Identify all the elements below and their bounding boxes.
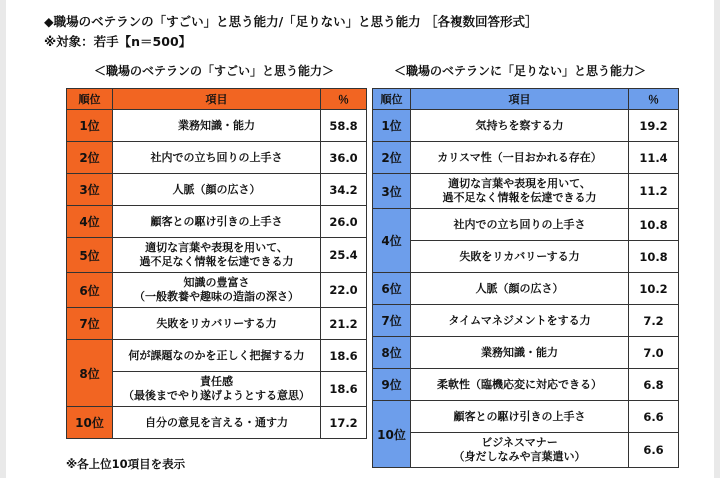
percent-cell: 18.6 [321, 372, 367, 407]
table-row [67, 206, 367, 238]
table-row [373, 433, 679, 468]
table-row [373, 369, 679, 401]
item-cell: 人脈（顔の広さ） [113, 174, 321, 206]
column-header-percent: ％ [629, 89, 679, 110]
percent-cell: 6.6 [629, 401, 679, 433]
item-cell: 責任感 （最後までやり遂げようとする意思） [113, 372, 321, 407]
table-row [373, 241, 679, 273]
document-page [6, 0, 714, 478]
item-cell: 失敗をリカバリーする力 [411, 241, 629, 273]
item-cell: 顧客との駆け引きの上手さ [411, 401, 629, 433]
footnote: ※各上位10項目を表示 [66, 457, 186, 471]
impressive-abilities-table [66, 88, 367, 439]
table-row [373, 110, 679, 142]
survey-target: ※対象：若手【n＝500】 [44, 34, 192, 49]
left-table-caption: ＜職場のベテランの「すごい」と思う能力＞ [94, 64, 335, 78]
percent-cell: 17.2 [321, 407, 367, 439]
item-cell: 人脈（顔の広さ） [411, 273, 629, 305]
item-cell: 適切な言葉や表現を用いて、 過不足なく情報を伝達できる力 [113, 238, 321, 273]
percent-cell: 7.2 [629, 305, 679, 337]
percent-cell: 21.2 [321, 308, 367, 340]
percent-cell: 10.2 [629, 273, 679, 305]
percent-cell: 58.8 [321, 110, 367, 142]
percent-cell: 26.0 [321, 206, 367, 238]
item-cell: 業務知識・能力 [113, 110, 321, 142]
item-cell: 社内での立ち回りの上手さ [113, 142, 321, 174]
column-header-percent: ％ [321, 89, 367, 110]
percent-cell: 7.0 [629, 337, 679, 369]
percent-cell: 10.8 [629, 241, 679, 273]
percent-cell: 6.6 [629, 433, 679, 468]
table-row [373, 209, 679, 241]
rank-cell: 10位 [67, 407, 113, 439]
table-row [373, 273, 679, 305]
percent-cell: 36.0 [321, 142, 367, 174]
percent-cell: 22.0 [321, 273, 367, 308]
item-cell: 自分の意見を言える・通す力 [113, 407, 321, 439]
table-row [373, 337, 679, 369]
rank-cell: 1位 [67, 110, 113, 142]
rank-cell: 9位 [373, 369, 411, 401]
rank-cell: 1位 [373, 110, 411, 142]
item-cell: カリスマ性（一目おかれる存在） [411, 142, 629, 174]
rank-cell: 10位 [373, 401, 411, 468]
column-header-rank: 順位 [67, 89, 113, 110]
item-cell: 何が課題なのかを正しく把握する力 [113, 340, 321, 372]
table-row [67, 273, 367, 308]
percent-cell: 11.2 [629, 174, 679, 209]
percent-cell: 6.8 [629, 369, 679, 401]
percent-cell: 34.2 [321, 174, 367, 206]
table-row [67, 110, 367, 142]
item-cell: 知識の豊富さ （一般教養や趣味の造詣の深さ） [113, 273, 321, 308]
table-row [67, 308, 367, 340]
item-cell: ビジネスマナー （身だしなみや言葉遣い） [411, 433, 629, 468]
right-table-caption: ＜職場のベテランに「足りない」と思う能力＞ [394, 64, 647, 78]
table-header-row [67, 89, 367, 110]
table-row [67, 142, 367, 174]
table-row [67, 340, 367, 372]
column-header-item: 項目 [411, 89, 629, 110]
item-cell: 柔軟性（臨機応変に対応できる） [411, 369, 629, 401]
item-cell: 社内での立ち回りの上手さ [411, 209, 629, 241]
rank-cell: 6位 [67, 273, 113, 308]
rank-cell: 3位 [67, 174, 113, 206]
table-row [67, 407, 367, 439]
rank-cell: 6位 [373, 273, 411, 305]
percent-cell: 19.2 [629, 110, 679, 142]
rank-cell: 2位 [67, 142, 113, 174]
table-row [373, 401, 679, 433]
percent-cell: 25.4 [321, 238, 367, 273]
item-cell: 顧客との駆け引きの上手さ [113, 206, 321, 238]
table-row [373, 142, 679, 174]
item-cell: 業務知識・能力 [411, 337, 629, 369]
rank-cell: 5位 [67, 238, 113, 273]
percent-cell: 18.6 [321, 340, 367, 372]
table-row [373, 305, 679, 337]
item-cell: 適切な言葉や表現を用いて、 過不足なく情報を伝達できる力 [411, 174, 629, 209]
lacking-abilities-table [372, 88, 679, 468]
rank-cell: 7位 [373, 305, 411, 337]
rank-cell: 8位 [373, 337, 411, 369]
item-cell: 気持ちを察する力 [411, 110, 629, 142]
column-header-rank: 順位 [373, 89, 411, 110]
rank-cell: 2位 [373, 142, 411, 174]
table-header-row [373, 89, 679, 110]
table-row [67, 238, 367, 273]
rank-cell: 8位 [67, 340, 113, 407]
item-cell: タイムマネジメントをする力 [411, 305, 629, 337]
document-title: ◆職場のベテランの「すごい」と思う能力/「足りない」と思う能力 ［各複数回答形式］ [44, 14, 538, 29]
percent-cell: 11.4 [629, 142, 679, 174]
rank-cell: 4位 [67, 206, 113, 238]
rank-cell: 4位 [373, 209, 411, 273]
rank-cell: 3位 [373, 174, 411, 209]
table-row [373, 174, 679, 209]
table-row [67, 174, 367, 206]
item-cell: 失敗をリカバリーする力 [113, 308, 321, 340]
percent-cell: 10.8 [629, 209, 679, 241]
rank-cell: 7位 [67, 308, 113, 340]
column-header-item: 項目 [113, 89, 321, 110]
